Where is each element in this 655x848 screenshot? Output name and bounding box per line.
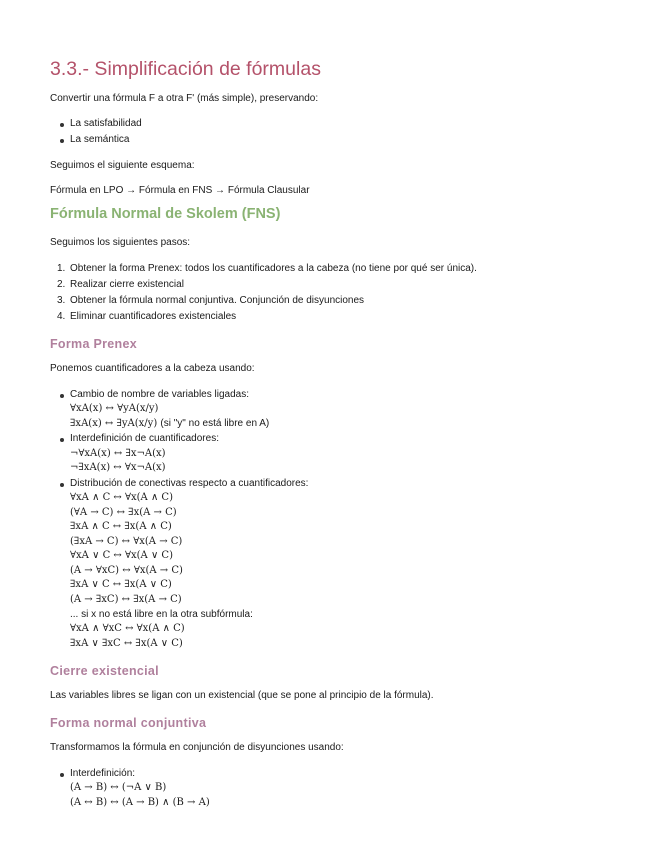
cierre-text: Las variables libres se ligan con un existencial (que se pone al principio de la fórmula). [50, 690, 434, 701]
interdef-label: Interdefinición de cuantificadores: [70, 433, 219, 444]
fnc-intro: Transformamos la fórmula en conjunción de disyunciones usando: [50, 742, 344, 753]
prenex-heading: Forma Prenex [50, 337, 137, 351]
fnc-heading: Forma normal conjuntiva [50, 716, 207, 730]
step-text: Eliminar cuantificadores existenciales [70, 311, 237, 322]
formula: (A → B) ↔ (¬A ∨ B) [70, 782, 167, 793]
scheme-line: Fórmula en LPO → Fórmula en FNS → Fórmula Clausular [50, 185, 310, 196]
list-item: La semántica [70, 134, 130, 145]
step-text: Obtener la fórmula normal conjuntiva. Conjunción de disyunciones [70, 295, 365, 306]
formula: ∃xA ∨ ∃xC ↔ ∃x(A ∨ C) [70, 638, 183, 649]
step-text: Realizar cierre existencial [70, 279, 184, 290]
formula-with-note [70, 418, 269, 429]
formula: (∃xA → C) ↔ ∀x(A → C) [70, 536, 183, 547]
formula: ∀xA ∧ ∀xC ↔ ∀x(A ∧ C) [70, 623, 185, 634]
intro-text: Convertir una fórmula F a otra F' (más simple), preservando: [50, 93, 319, 104]
prenex-intro: Ponemos cuantificadores a la cabeza usando: [50, 363, 255, 374]
list-item: La satisfabilidad [70, 118, 142, 129]
formula: (A → ∃xC) ↔ ∃x(A → C) [70, 594, 182, 605]
formula: (∀A → C) ↔ ∃x(A → C) [70, 507, 177, 518]
step-item: 2. Realizar cierre existencial [57, 279, 184, 290]
cierre-heading: Cierre existencial [50, 664, 159, 678]
formula: ∀xA ∧ C ↔ ∀x(A ∧ C) [70, 492, 173, 503]
dist-label: Distribución de conectivas respecto a cuantificadores: [70, 478, 309, 489]
formula: ∀xA(x) ↔ ∀yA(x/y) [70, 403, 159, 414]
step-item: 4. Eliminar cuantificadores existenciales [57, 311, 237, 322]
step-item: 3. Obtener la fórmula normal conjuntiva. Conjunción de disyunciones [57, 295, 365, 306]
formula: ¬∃xA(x) ↔ ∀x¬A(x) [70, 462, 166, 473]
step-text: Obtener la forma Prenex: todos los cuantificadores a la cabeza (no tiene por qué ser única). [70, 263, 477, 274]
formula-note: (si "y" no está libre en A) [160, 418, 270, 429]
dist-note: ... si x no está libre en la otra subfórmula: [70, 609, 253, 620]
step-item: 1. Obtener la forma Prenex: todos los cuantificadores a la cabeza (no tiene por qué ser única). [57, 263, 477, 274]
page-title: 3.3.- Simplificación de fórmulas [50, 58, 321, 80]
formula: (A ↔ B) ↔ (A → B) ∧ (B → A) [70, 797, 210, 808]
formula: ∃xA ∧ C ↔ ∃x(A ∧ C) [70, 521, 172, 532]
fns-heading: Fórmula Normal de Skolem (FNS) [50, 206, 281, 222]
fnc-interdef-label: Interdefinición: [70, 768, 136, 779]
formula: ∃xA(x) ↔ ∃yA(x/y) [70, 418, 158, 429]
rename-label: Cambio de nombre de variables ligadas: [70, 389, 249, 400]
scheme-intro: Seguimos el siguiente esquema: [50, 160, 195, 171]
fns-intro: Seguimos los siguientes pasos: [50, 237, 191, 248]
formula: (A → ∀xC) ↔ ∀x(A → C) [70, 565, 183, 576]
formula: ¬∀xA(x) ↔ ∃x¬A(x) [70, 448, 166, 459]
formula: ∀xA ∨ C ↔ ∀x(A ∨ C) [70, 550, 173, 561]
formula: ∃xA ∨ C ↔ ∃x(A ∨ C) [70, 579, 172, 590]
